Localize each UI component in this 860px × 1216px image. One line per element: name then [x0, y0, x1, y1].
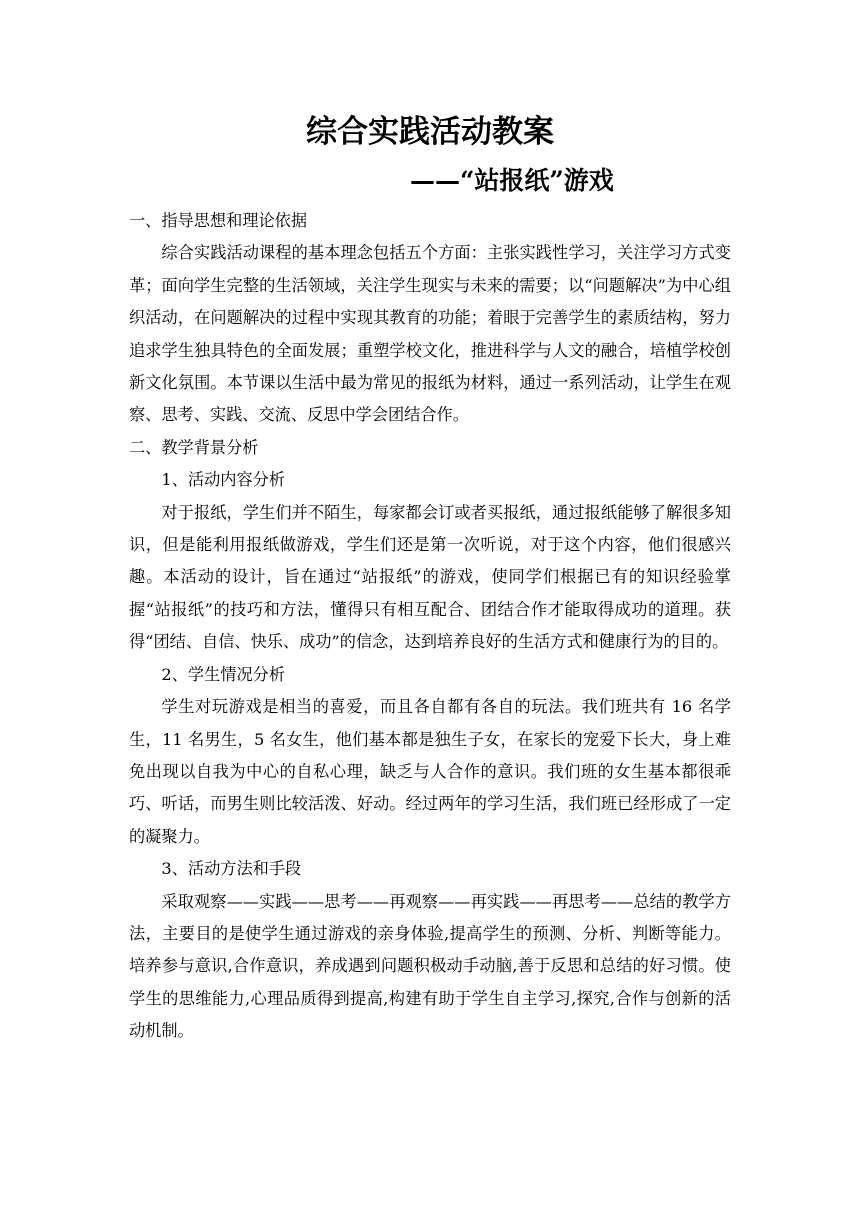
paragraph-content-analysis: 对于报纸，学生们并不陌生，每家都会订或者买报纸，通过报纸能够了解很多知识，但是能利用报纸做游戏，学生们还是第一次听说，对于这个内容，他们很感兴趣。本活动的设计，旨在通过“站报纸”的游戏，使同学们根据已有的知识经验掌握“站报纸”的技巧和方法，懂得只有相互配合、团结合作才能取得成功的道理。获得“团结、自信、快乐、成功”的信念，达到培养良好的生活方式和健康行为的目的。	[129, 502, 731, 652]
subsection-heading-student-analysis: 2、学生情况分析	[161, 664, 286, 684]
document-subtitle: ——“站报纸”游戏	[410, 166, 614, 195]
paragraph-guiding-principles: 综合实践活动课程的基本理念包括五个方面：主张实践性学习，关注学习方式变革；面向学生完整的生活领域，关注学生现实与未来的需要；以“问题解决”为中心组织活动，在问题解决的过程中实现其教育的功能；着眼于完善学生的素质结构，努力追求学生独具特色的全面发展；重塑学校文化，推进科学与人文的融合，培植学校创新文化氛围。本节课以生活中最为常见的报纸为材料，通过一系列活动，让学生在观察、思考、实践、交流、反思中学会团结合作。	[129, 243, 731, 425]
subsection-heading-content-analysis: 1、活动内容分析	[161, 470, 286, 490]
section-heading-guiding-principles: 一、指导思想和理论依据	[129, 211, 308, 230]
paragraph-student-analysis: 学生对玩游戏是相当的喜爱，而且各自都有各自的玩法。我们班共有 16 名学生，11 名男生，5 名女生，他们基本都是独生子女，在家长的宠爱下长大，身上难免出现以自我为中心的自私心理，缺乏与人合作的意识。我们班的女生基本都很乖巧、听话，而男生则比较活泼、好动。经过两年的学习生活，我们班已经形成了一定的凝聚力。	[129, 697, 731, 846]
section-heading-background-analysis: 二、教学背景分析	[129, 437, 259, 457]
document-title: 综合实践活动教案	[306, 114, 554, 150]
paragraph-methods: 采取观察——实践——思考——再观察——再实践——再思考——总结的教学方法，主要目的是使学生通过游戏的亲身体验,提高学生的预测、分析、判断等能力。培养参与意识,合作意识，养成遇到问题积极动手动脑,善于反思和总结的好习惯。使学生的思维能力,心理品质得到提高,构建有助于学生自主学习,探究,合作与创新的活动机制。	[129, 891, 731, 1041]
document-body	[129, 205, 731, 1048]
subsection-heading-methods: 3、活动方法和手段	[161, 859, 302, 879]
